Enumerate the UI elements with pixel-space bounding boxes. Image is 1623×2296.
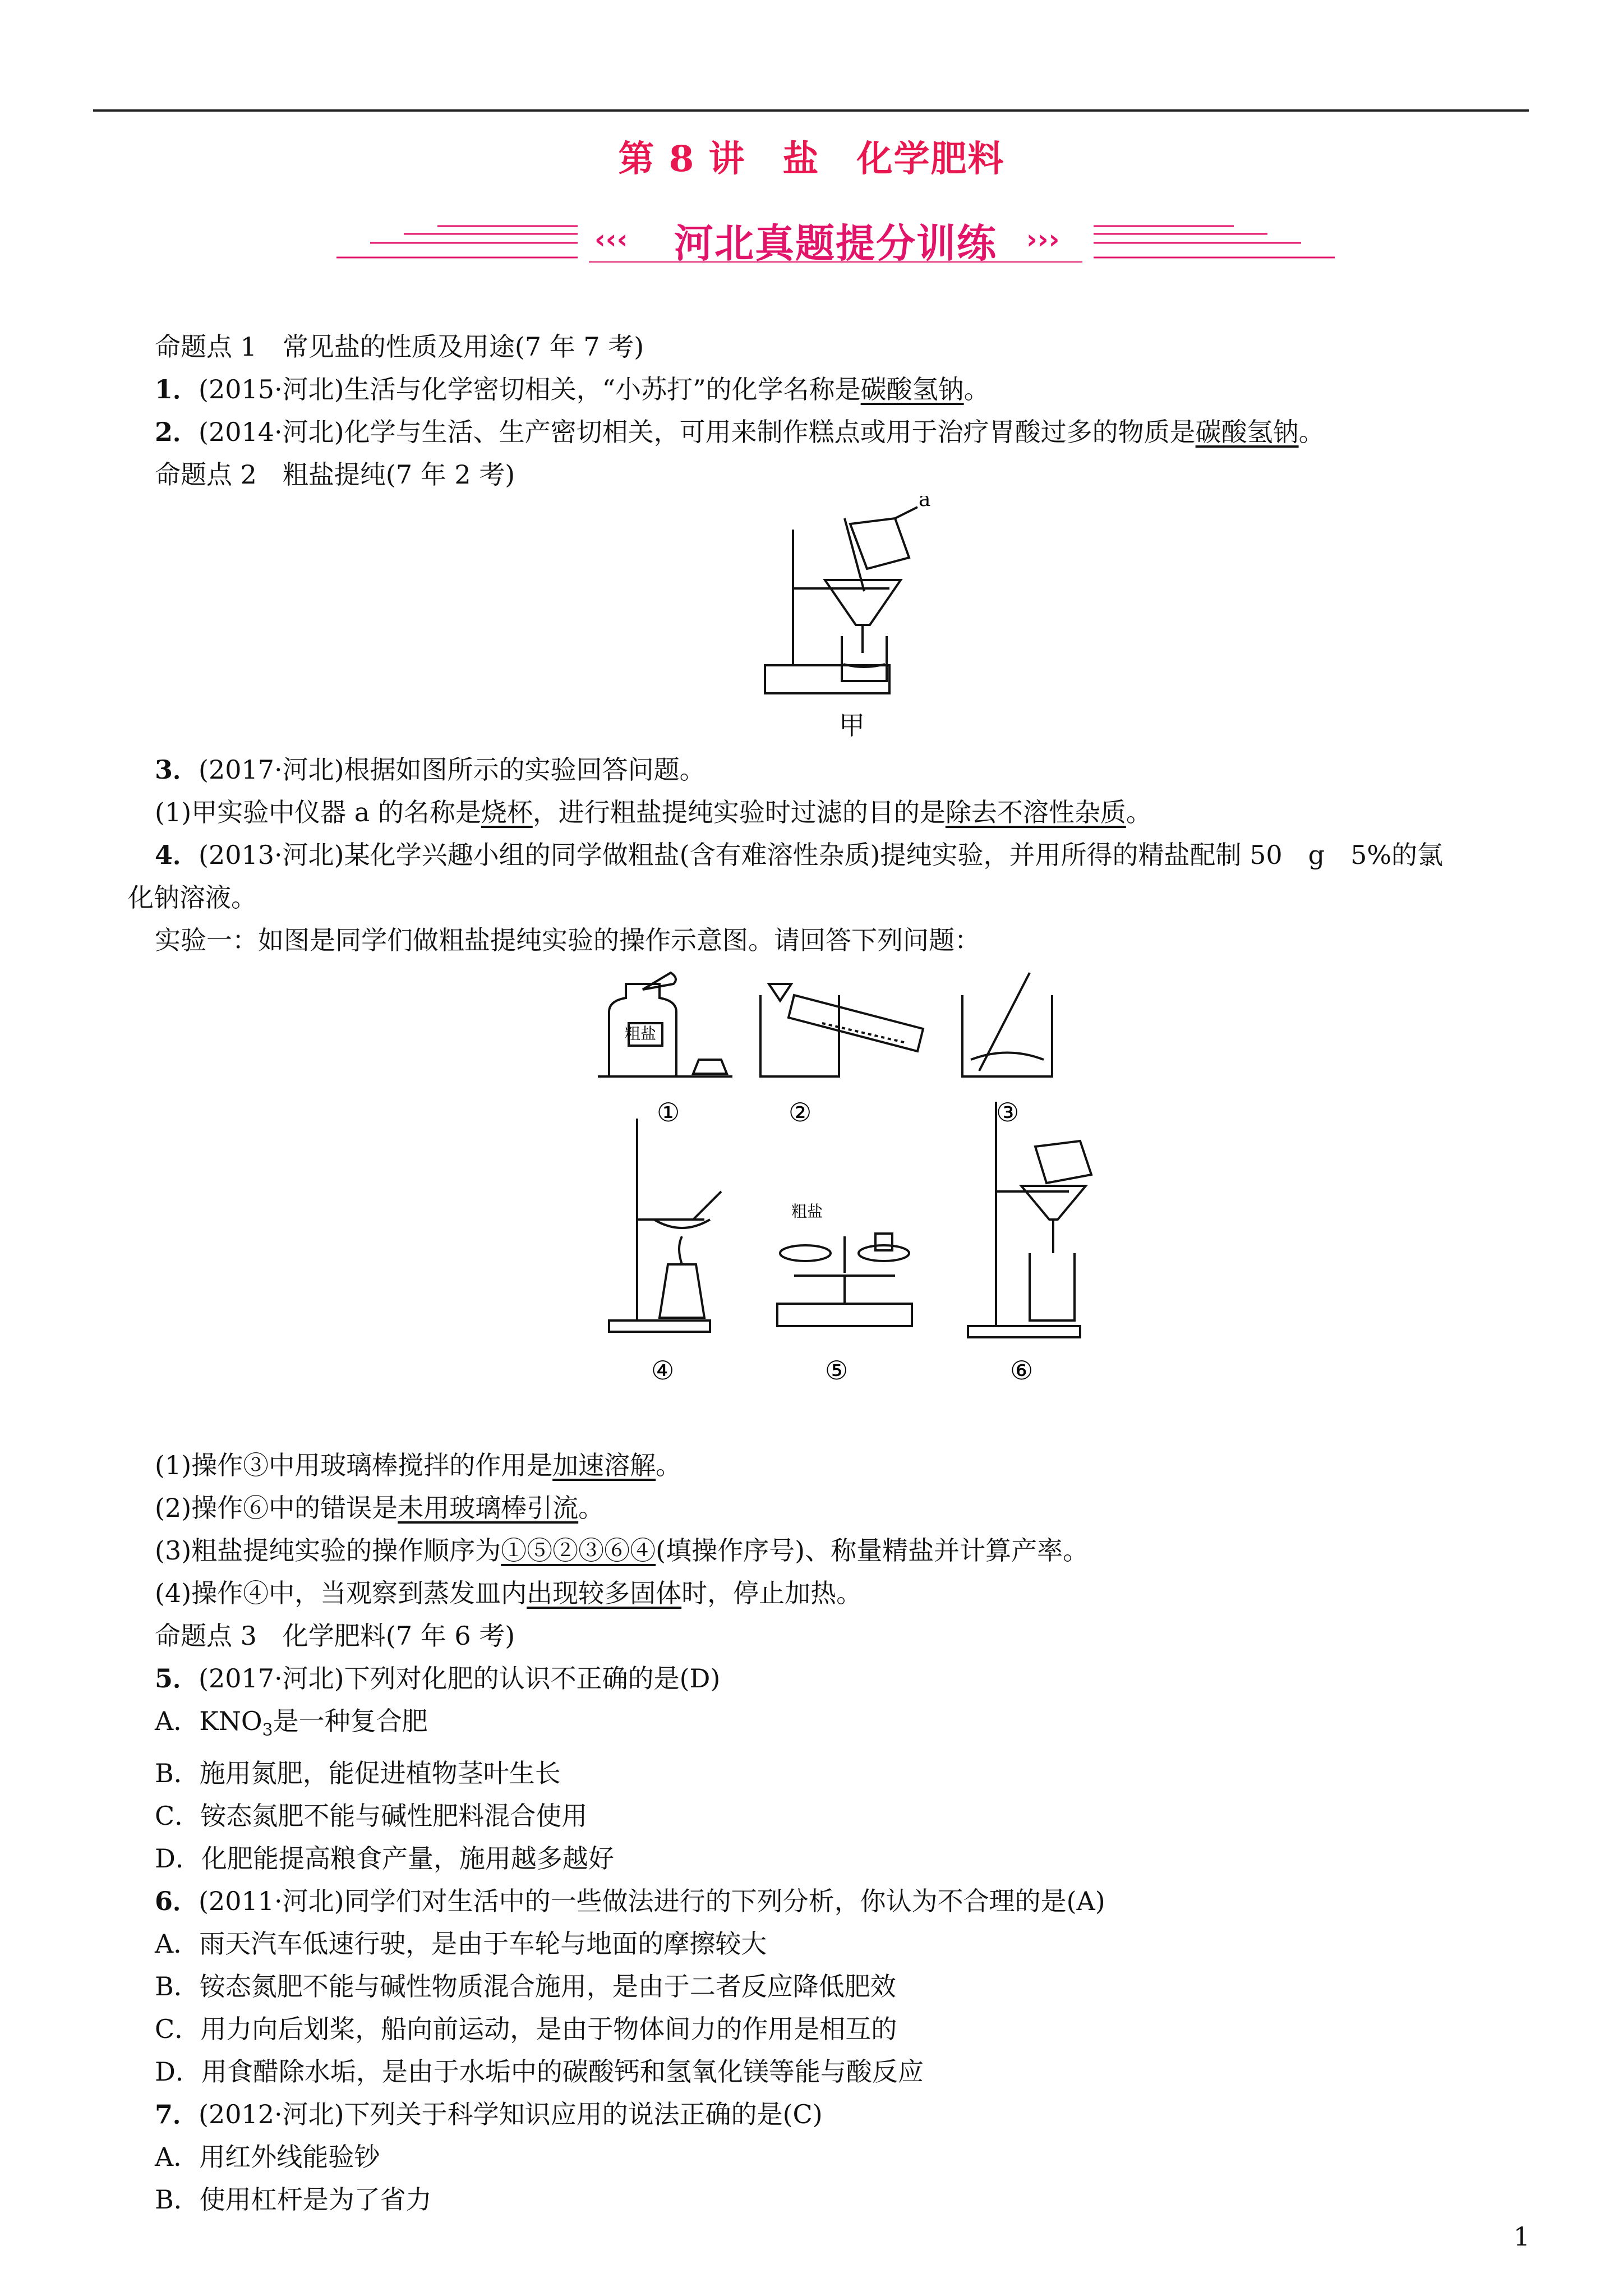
banner-right-chevrons: ››› (1026, 224, 1060, 255)
q4-s1-answer: 加速溶解 (552, 1450, 656, 1480)
question-2-text: (2014·河北)化学与生活、生产密切相关，可用来制作糕点或用于治疗胃酸过多的物质是 (199, 417, 1196, 447)
q3-sub1-text-c: 。 (1126, 797, 1152, 827)
q4-s1-text-a: (1)操作③中用玻璃棒搅拌的作用是 (155, 1450, 553, 1480)
q5-optA-subscript: 3 (262, 1720, 273, 1741)
op-label-3: ③ (996, 1097, 1020, 1128)
question-2-number: 2． (155, 417, 199, 447)
question-1-number: 1． (155, 374, 199, 404)
question-7 (155, 2093, 1534, 2136)
section-heading-2: 命题点 2 粗盐提纯(7 年 2 考) (155, 459, 515, 490)
question-4-sub-3 (155, 1529, 1534, 1572)
question-4-text: (2013·河北)某化学兴趣小组的同学做粗盐(含有难溶性杂质)提纯实验，并用所得的精盐配制 50 g 5%的氯 (199, 840, 1444, 870)
bottle-label: 粗盐 (625, 1024, 657, 1043)
label-a: a (919, 496, 931, 511)
question-7-text: (2012·河北)下列关于科学知识应用的说法正确的是(C) (199, 2099, 823, 2130)
q5-optA-text-b: 是一种复合肥 (273, 1706, 428, 1736)
question-5-option-b: B．施用氮肥，能促进植物茎叶生长 (155, 1758, 561, 1789)
question-6-option-b: B．铵态氮肥不能与碱性物质混合施用，是由于二者反应降低肥效 (155, 1971, 896, 2002)
figure-jia (155, 496, 1534, 748)
question-5 (155, 1657, 1534, 1700)
section-heading-3: 命题点 3 化学肥料(7 年 6 考) (155, 1621, 515, 1651)
question-6-option-d: D．用食醋除水垢，是由于水垢中的碳酸钙和氢氧化镁等能与酸反应 (155, 2056, 924, 2087)
question-7-option-b: B．使用杠杆是为了省力 (155, 2184, 432, 2215)
balance-label: 粗盐 (791, 1202, 823, 1221)
q4-s3-text-a: (3)粗盐提纯实验的操作顺序为 (155, 1535, 501, 1566)
figure-caption-jia: 甲 (839, 710, 865, 740)
question-2 (155, 411, 1534, 453)
question-7-option-a: A．用红外线能验钞 (155, 2142, 380, 2173)
q4-s1-text-b: 。 (656, 1450, 682, 1480)
question-4-number: 4． (155, 840, 199, 870)
op-label-1: ① (657, 1097, 680, 1128)
q4-s3-answer: ①⑤②③⑥④ (501, 1535, 656, 1566)
question-3-sub-1 (155, 791, 1534, 834)
question-4-sub-2 (155, 1487, 1534, 1529)
question-1-answer: 碳酸氢钠 (860, 374, 964, 404)
op-label-6: ⑥ (1010, 1355, 1034, 1386)
q4-s4-text-b: 时，停止加热。 (681, 1578, 863, 1608)
q4-s2-answer: 未用玻璃棒引流 (398, 1493, 579, 1523)
q4-s2-text-b: 。 (578, 1493, 605, 1523)
q3-sub1-answer-2: 除去不溶性杂质 (945, 797, 1126, 827)
section-heading-1: 命题点 1 常见盐的性质及用途(7 年 7 考) (155, 332, 644, 362)
page-number: 1 (1513, 2221, 1530, 2252)
op-label-4: ④ (651, 1355, 675, 1386)
operations-figure (155, 961, 1534, 1444)
question-1-text: (2015·河北)生活与化学密切相关，“小苏打”的化学名称是 (199, 374, 861, 404)
question-2-answer: 碳酸氢钠 (1195, 417, 1299, 447)
page-title: 第 8 讲 盐 化学肥料 (618, 138, 1005, 180)
question-5-text: (2017·河北)下列对化肥的认识不正确的是(D) (199, 1663, 721, 1694)
banner-left-chevrons: ‹‹‹ (594, 224, 628, 255)
question-6-option-c: C．用力向后划桨，船向前运动，是由于物体间力的作用是相互的 (155, 2014, 897, 2045)
question-4-experiment-1: 实验一：如图是同学们做粗盐提纯实验的操作示意图。请回答下列问题： (155, 925, 980, 955)
question-6 (155, 1880, 1534, 1922)
q4-s2-text-a: (2)操作⑥中的错误是 (155, 1493, 398, 1523)
op-label-5: ⑤ (825, 1355, 849, 1386)
question-5-option-d: D．化肥能提高粮食产量，施用越多越好 (155, 1843, 614, 1874)
question-2-end: 。 (1298, 417, 1325, 447)
q4-s4-text-a: (4)操作④中，当观察到蒸发皿内 (155, 1578, 527, 1608)
question-1-end: 。 (963, 374, 990, 404)
question-4 (155, 834, 1534, 876)
q3-sub1-text-b: ，进行粗盐提纯实验时过滤的目的是 (532, 797, 946, 827)
question-6-text: (2011·河北)同学们对生活中的一些做法进行的下列分析，你认为不合理的是(A) (199, 1886, 1105, 1917)
question-5-option-c: C．铵态氮肥不能与碱性肥料混合使用 (155, 1801, 588, 1832)
banner-title: 河北真题提分训练 (674, 220, 997, 266)
question-7-number: 7． (155, 2099, 199, 2130)
q4-s4-answer: 出现较多固体 (527, 1578, 682, 1608)
question-1 (155, 368, 1534, 411)
filtration-apparatus-figure (155, 496, 1534, 748)
q4-s3-text-b: (填操作序号)、称量精盐并计算产率。 (656, 1535, 1089, 1566)
content (128, 325, 1534, 2221)
q3-sub1-answer-1: 烧杯 (481, 797, 533, 827)
question-4-sub-4 (155, 1572, 1534, 1614)
top-rule (93, 109, 1529, 112)
question-6-option-a: A．雨天汽车低速行驶，是由于车轮与地面的摩擦较大 (155, 1929, 767, 1959)
q3-sub1-text-a: (1)甲实验中仪器 a 的名称是 (155, 797, 481, 827)
question-3-text: (2017·河北)根据如图所示的实验回答问题。 (199, 754, 706, 785)
question-3-number: 3． (155, 754, 199, 785)
question-3 (155, 748, 1534, 791)
q5-optA-text-a: A．KNO (155, 1706, 262, 1736)
question-5-option-a (155, 1700, 1534, 1752)
op-label-2: ② (789, 1097, 812, 1128)
question-4-text-2: 化钠溶液。 (128, 882, 257, 913)
question-4-sub-1 (155, 1444, 1534, 1487)
question-6-number: 6． (155, 1886, 199, 1917)
question-5-number: 5． (155, 1663, 199, 1694)
operations-diagram (155, 961, 1534, 1444)
